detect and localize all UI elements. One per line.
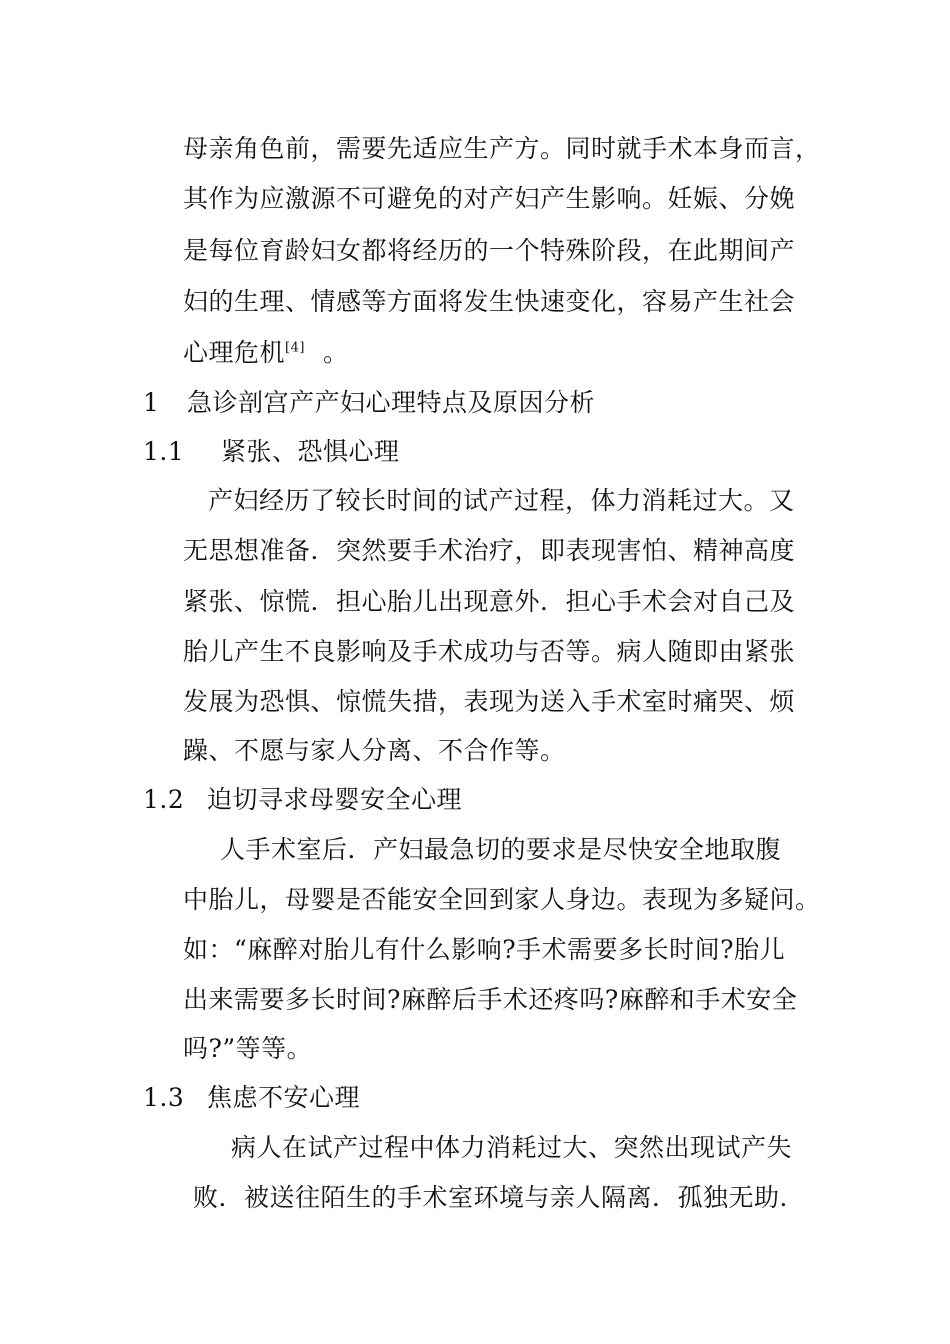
- section-1-number: 1: [143, 388, 160, 417]
- section-1-1-line-1: 产妇经历了较长时间的试产过程，体力消耗过大。又: [208, 486, 795, 515]
- section-1-2-line-1: 人手术室后．产妇最急切的要求是尽快安全地取腹: [220, 835, 782, 864]
- section-1-1-heading: [143, 437, 400, 467]
- section-1-1-line-2: 无思想准备．突然要手术治疗，即表现害怕、精神高度: [183, 536, 796, 565]
- section-1-title: 急诊剖宫产产妇心理特点及原因分析: [187, 388, 596, 417]
- intro-line-1: 母亲角色前，需要先适应生产方。同时就手术本身而言，: [183, 134, 821, 163]
- intro-line-4: 妇的生理、情感等方面将发生快速变化，容易产生社会: [183, 287, 796, 316]
- section-1-1-number: 1.1: [143, 437, 185, 466]
- section-1-3-title: 焦虑不安心理: [207, 1083, 361, 1112]
- intro-line-5-tail: 。: [322, 338, 349, 367]
- intro-line-3: 是每位育龄妇女都将经历的一个特殊阶段，在此期间产: [183, 236, 796, 265]
- section-1-2-line-5: 吗?”等等。: [183, 1034, 313, 1063]
- section-1-1-title: 紧张、恐惧心理: [221, 437, 400, 466]
- section-1-3-line-1: 病人在试产过程中体力消耗过大、突然出现试产失: [231, 1133, 793, 1162]
- section-1-3-heading: [143, 1083, 360, 1113]
- section-1-heading: [143, 388, 595, 418]
- section-1-3-line-2: 败．被送往陌生的手术室环境与亲人隔离．孤独无助．: [193, 1183, 806, 1212]
- section-1-2-line-3: 如：“麻醉对胎儿有什么影响?手术需要多长时间?胎儿: [183, 935, 786, 964]
- section-1-2-heading: [143, 785, 462, 815]
- intro-line-2: 其作为应激源不可避免的对产妇产生影响。妊娠、分娩: [183, 184, 796, 213]
- section-1-2-line-2: 中胎儿，母婴是否能安全回到家人身边。表现为多疑问。: [183, 885, 821, 914]
- section-1-1-line-5: 发展为恐惧、惊慌失措，表现为送入手术室时痛哭、烦: [183, 687, 796, 716]
- section-1-1-line-4: 胎儿产生不良影响及手术成功与否等。病人随即由紧张: [183, 637, 796, 666]
- intro-line-5-text: 心理危机: [183, 338, 286, 367]
- section-1-1-line-6: 躁、不愿与家人分离、不合作等。: [183, 736, 566, 765]
- section-1-2-title: 迫切寻求母婴安全心理: [207, 785, 463, 814]
- intro-line-5: [183, 338, 348, 368]
- citation-ref: [4]: [285, 340, 305, 356]
- section-1-3-number: 1.3: [143, 1083, 185, 1112]
- section-1-2-number: 1.2: [143, 785, 185, 814]
- section-1-1-line-3: 紧张、惊慌．担心胎儿出现意外．担心手术会对自己及: [183, 587, 796, 616]
- section-1-2-line-4: 出来需要多长时间?麻醉后手术还疼吗?麻醉和手术安全: [183, 985, 798, 1014]
